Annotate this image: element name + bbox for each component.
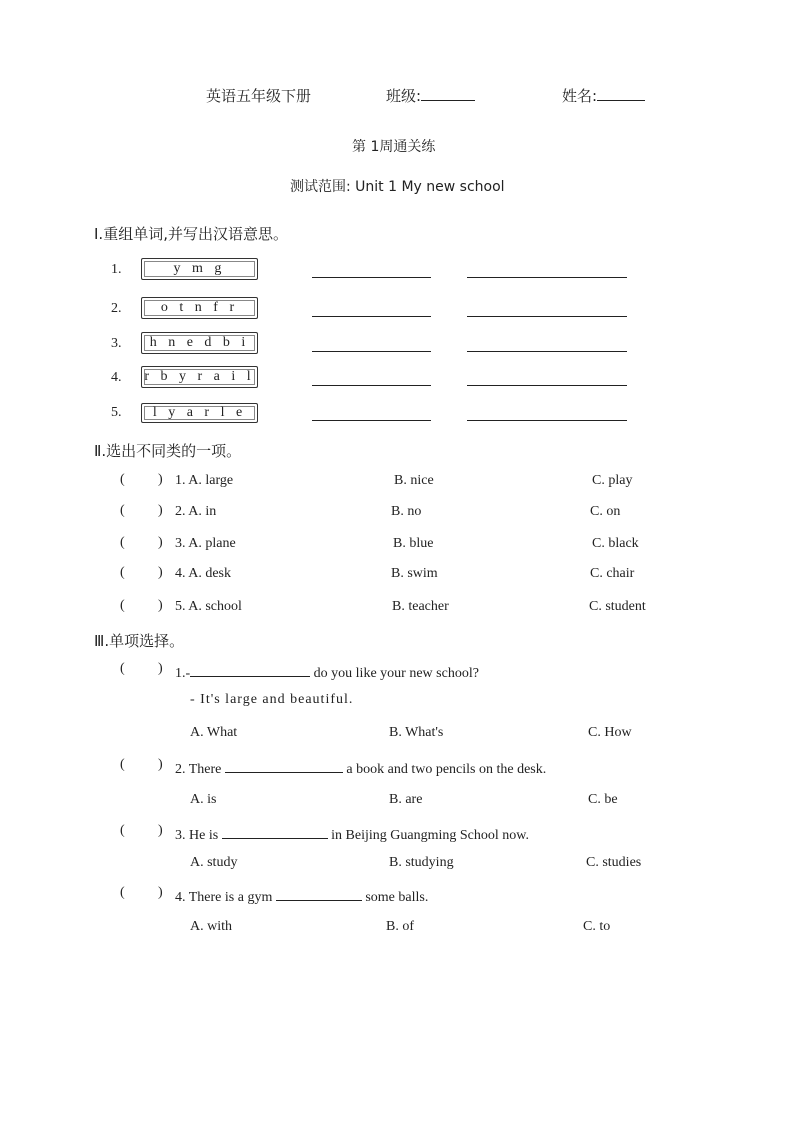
- section2-title: Ⅱ.选出不同类的一项。: [94, 442, 242, 460]
- question-option-a: 2. A. in: [175, 504, 217, 519]
- word-answer-line[interactable]: [312, 277, 431, 278]
- name-blank[interactable]: [597, 86, 645, 101]
- answer-paren-close: ): [158, 661, 163, 676]
- answer-paren-open[interactable]: (: [120, 472, 125, 487]
- class-label: 班级:: [386, 87, 422, 105]
- class-field[interactable]: [386, 85, 475, 106]
- option-c: C. be: [588, 792, 618, 807]
- name-label: 姓名:: [562, 87, 598, 105]
- word-answer-line[interactable]: [312, 316, 431, 317]
- stem-start: 3. He is: [175, 828, 219, 843]
- fill-blank[interactable]: [225, 758, 343, 773]
- option-b: B. no: [391, 504, 422, 519]
- meaning-answer-line[interactable]: [467, 277, 627, 278]
- question-option-a: 4. A. desk: [175, 566, 231, 581]
- option-c: C. How: [588, 725, 632, 740]
- item-number: 1.: [111, 262, 122, 277]
- scrambled-word: h n e d b i: [141, 332, 258, 354]
- answer-paren-close: ): [158, 535, 163, 550]
- scrambled-word: o t n f r: [141, 297, 258, 319]
- question-stem: [175, 758, 546, 778]
- option-a: A. with: [190, 919, 232, 934]
- item-number: 2.: [111, 301, 122, 316]
- question-option-a: 1. A. large: [175, 473, 234, 488]
- answer-paren-open[interactable]: (: [120, 565, 125, 580]
- item-number: 3.: [111, 336, 122, 351]
- option-b: B. of: [386, 919, 414, 934]
- name-field[interactable]: [562, 85, 645, 106]
- answer-paren-close: ): [158, 565, 163, 580]
- option-b: B. swim: [391, 566, 438, 581]
- stem-end: in Beijing Guangming School now.: [331, 828, 529, 843]
- question-option-a: 5. A. school: [175, 599, 242, 614]
- meaning-answer-line[interactable]: [467, 351, 627, 352]
- option-a: A. is: [190, 792, 217, 807]
- item-number: 5.: [111, 405, 122, 420]
- item-number: 4.: [111, 370, 122, 385]
- option-a: A. study: [190, 855, 238, 870]
- book-title: 英语五年级下册: [206, 87, 312, 105]
- answer-paren-open[interactable]: (: [120, 885, 125, 900]
- option-b: B. nice: [394, 473, 434, 488]
- word-answer-line[interactable]: [312, 420, 431, 421]
- option-c: C. studies: [586, 855, 642, 870]
- answer-paren-open[interactable]: (: [120, 757, 125, 772]
- stem-end: a book and two pencils on the desk.: [346, 762, 547, 777]
- answer-paren-close: ): [158, 823, 163, 838]
- dialogue-reply: - It's large and beautiful.: [190, 692, 354, 707]
- answer-paren-close: ): [158, 472, 163, 487]
- stem-end: some balls.: [365, 890, 429, 905]
- option-c: C. play: [592, 473, 633, 488]
- answer-paren-close: ): [158, 503, 163, 518]
- option-a: A. What: [190, 725, 238, 740]
- answer-paren-close: ): [158, 885, 163, 900]
- answer-paren-open[interactable]: (: [120, 535, 125, 550]
- option-b: B. blue: [393, 536, 434, 551]
- answer-paren-close: ): [158, 757, 163, 772]
- option-b: B. are: [389, 792, 423, 807]
- word-answer-line[interactable]: [312, 385, 431, 386]
- question-option-a: 3. A. plane: [175, 536, 236, 551]
- meaning-answer-line[interactable]: [467, 385, 627, 386]
- meaning-answer-line[interactable]: [467, 316, 627, 317]
- answer-paren-open[interactable]: (: [120, 503, 125, 518]
- option-b: B. What's: [389, 725, 444, 740]
- stem-end: do you like your new school?: [313, 666, 479, 681]
- question-stem: [175, 662, 479, 682]
- answer-paren-close: ): [158, 598, 163, 613]
- option-c: C. on: [590, 504, 621, 519]
- option-c: C. student: [589, 599, 646, 614]
- fill-blank[interactable]: [190, 662, 310, 677]
- scrambled-word: y m g: [141, 258, 258, 280]
- fill-blank[interactable]: [276, 886, 362, 901]
- fill-blank[interactable]: [222, 824, 328, 839]
- scrambled-word: l y a r l e: [141, 403, 258, 423]
- option-b: B. studying: [389, 855, 454, 870]
- question-stem: [175, 824, 529, 844]
- answer-paren-open[interactable]: (: [120, 823, 125, 838]
- option-c: C. to: [583, 919, 611, 934]
- scrambled-word: r b y r a i l: [141, 366, 258, 388]
- stem-start: 2. There: [175, 762, 222, 777]
- word-answer-line[interactable]: [312, 351, 431, 352]
- answer-paren-open[interactable]: (: [120, 661, 125, 676]
- option-b: B. teacher: [392, 599, 449, 614]
- stem-start: 4. There is a gym: [175, 890, 273, 905]
- test-scope: 测试范围: Unit 1 My new school: [290, 179, 505, 195]
- section1-title: I.重组单词,并写出汉语意思。: [94, 225, 288, 243]
- week-title: 第 1周通关练: [352, 139, 436, 155]
- section3-title: Ⅲ.单项选择。: [94, 632, 185, 650]
- answer-paren-open[interactable]: (: [120, 598, 125, 613]
- question-stem: [175, 886, 428, 906]
- option-c: C. chair: [590, 566, 635, 581]
- meaning-answer-line[interactable]: [467, 420, 627, 421]
- stem-start: 1.-: [175, 666, 191, 681]
- class-blank[interactable]: [421, 86, 475, 101]
- option-c: C. black: [592, 536, 639, 551]
